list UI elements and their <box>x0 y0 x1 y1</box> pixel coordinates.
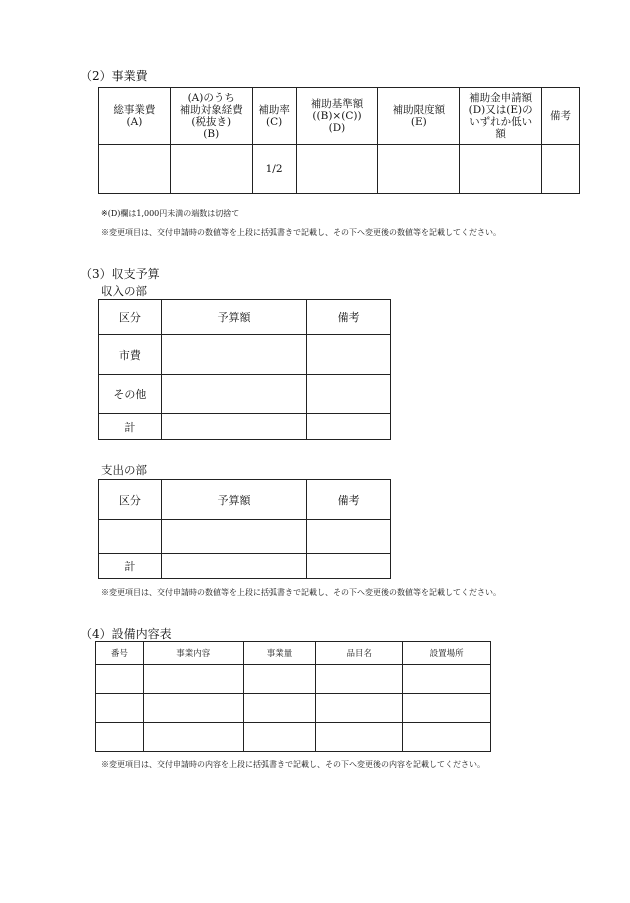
equipment-cell[interactable] <box>316 723 403 752</box>
cell-total-cost[interactable] <box>99 145 171 194</box>
equipment-cell[interactable] <box>143 665 243 694</box>
expense-cell-remarks[interactable] <box>307 554 391 579</box>
equipment-header-content: 事業内容 <box>143 642 243 665</box>
expense-cell-budget[interactable] <box>161 554 306 579</box>
income-cell-budget[interactable] <box>161 414 306 440</box>
income-title: 収入の部 <box>101 284 147 298</box>
income-header-budget: 予算額 <box>161 300 306 335</box>
equipment-cell[interactable] <box>316 694 403 723</box>
expense-header-budget: 予算額 <box>161 480 306 520</box>
income-row-other: その他 <box>99 375 162 414</box>
header-label: 総事業費 (A) <box>113 104 156 128</box>
cell-remarks[interactable] <box>542 145 580 194</box>
equipment-cell[interactable] <box>403 694 491 723</box>
section-4-title: （4）設備内容表 <box>80 627 172 641</box>
equipment-cell[interactable] <box>316 665 403 694</box>
header-label: 備考 <box>550 110 572 122</box>
header-standard-amount <box>296 88 378 145</box>
note-equipment-change: ※変更項目は、交付申請時の内容を上段に括弧書きで記載し、その下へ変更後の内容を記載してください。 <box>101 760 485 769</box>
cell-limit-amount[interactable] <box>378 145 460 194</box>
income-header-remarks: 備考 <box>307 300 391 335</box>
header-label: 補助金申請額 (D)又は(E)の いずれか低い 額 <box>468 92 533 140</box>
equipment-cell[interactable] <box>243 694 316 723</box>
expense-header-category: 区分 <box>99 480 162 520</box>
header-application-amount <box>460 88 542 145</box>
table-row <box>96 694 491 723</box>
income-cell-remarks[interactable] <box>307 375 391 414</box>
equipment-cell[interactable] <box>143 723 243 752</box>
header-total-cost <box>99 88 171 145</box>
income-table <box>98 299 391 440</box>
expense-table <box>98 479 391 579</box>
equipment-table <box>95 641 491 752</box>
cell-standard-amount[interactable] <box>296 145 378 194</box>
income-cell-budget[interactable] <box>161 375 306 414</box>
income-cell-remarks[interactable] <box>307 414 391 440</box>
income-header-category: 区分 <box>99 300 162 335</box>
note-change-values: ※変更項目は、交付申請時の数値等を上段に括弧書きで記載し、その下へ変更後の数値等を記載してください。 <box>101 228 501 237</box>
income-row-total: 計 <box>99 414 162 440</box>
header-label: 補助限度額 (E) <box>392 104 446 128</box>
expense-row-item[interactable] <box>99 520 162 554</box>
equipment-cell[interactable] <box>143 694 243 723</box>
equipment-header-volume: 事業量 <box>243 642 316 665</box>
equipment-header-number: 番号 <box>96 642 144 665</box>
header-label: (A)のうち 補助対象経費 (税抜き) (B) <box>179 92 243 140</box>
header-subsidy-rate <box>252 88 296 145</box>
equipment-cell[interactable] <box>243 665 316 694</box>
section-3-title: （3）収支予算 <box>80 267 160 281</box>
expense-title: 支出の部 <box>101 463 147 477</box>
header-label: 補助基準額 ((B)×(C)) (D) <box>310 98 364 134</box>
equipment-cell[interactable] <box>243 723 316 752</box>
equipment-header-location: 設置場所 <box>403 642 491 665</box>
header-eligible-cost <box>170 88 252 145</box>
cell-eligible-cost[interactable] <box>170 145 252 194</box>
note-budget-change: ※変更項目は、交付申請時の数値等を上段に括弧書きで記載し、その下へ変更後の数値等を記載してください。 <box>101 588 501 597</box>
equipment-cell[interactable] <box>96 665 144 694</box>
table-row <box>96 665 491 694</box>
expense-header-remarks: 備考 <box>307 480 391 520</box>
header-label: 補助率 (C) <box>258 104 290 128</box>
equipment-cell[interactable] <box>96 723 144 752</box>
expense-cell-budget[interactable] <box>161 520 306 554</box>
equipment-header-item: 品目名 <box>316 642 403 665</box>
equipment-cell[interactable] <box>403 723 491 752</box>
header-limit-amount <box>378 88 460 145</box>
table-row <box>96 723 491 752</box>
cell-application-amount[interactable] <box>460 145 542 194</box>
business-cost-table <box>98 87 580 194</box>
income-cell-budget[interactable] <box>161 335 306 375</box>
expense-cell-remarks[interactable] <box>307 520 391 554</box>
income-cell-remarks[interactable] <box>307 335 391 375</box>
equipment-cell[interactable] <box>403 665 491 694</box>
income-row-city: 市費 <box>99 335 162 375</box>
header-remarks <box>542 88 580 145</box>
section-2-title: （2）事業費 <box>80 69 148 83</box>
cell-subsidy-rate: 1/2 <box>252 145 296 194</box>
note-rounding: ※(D)欄は1,000円未満の端数は切捨て <box>101 209 240 218</box>
expense-row-total: 計 <box>99 554 162 579</box>
equipment-cell[interactable] <box>96 694 144 723</box>
